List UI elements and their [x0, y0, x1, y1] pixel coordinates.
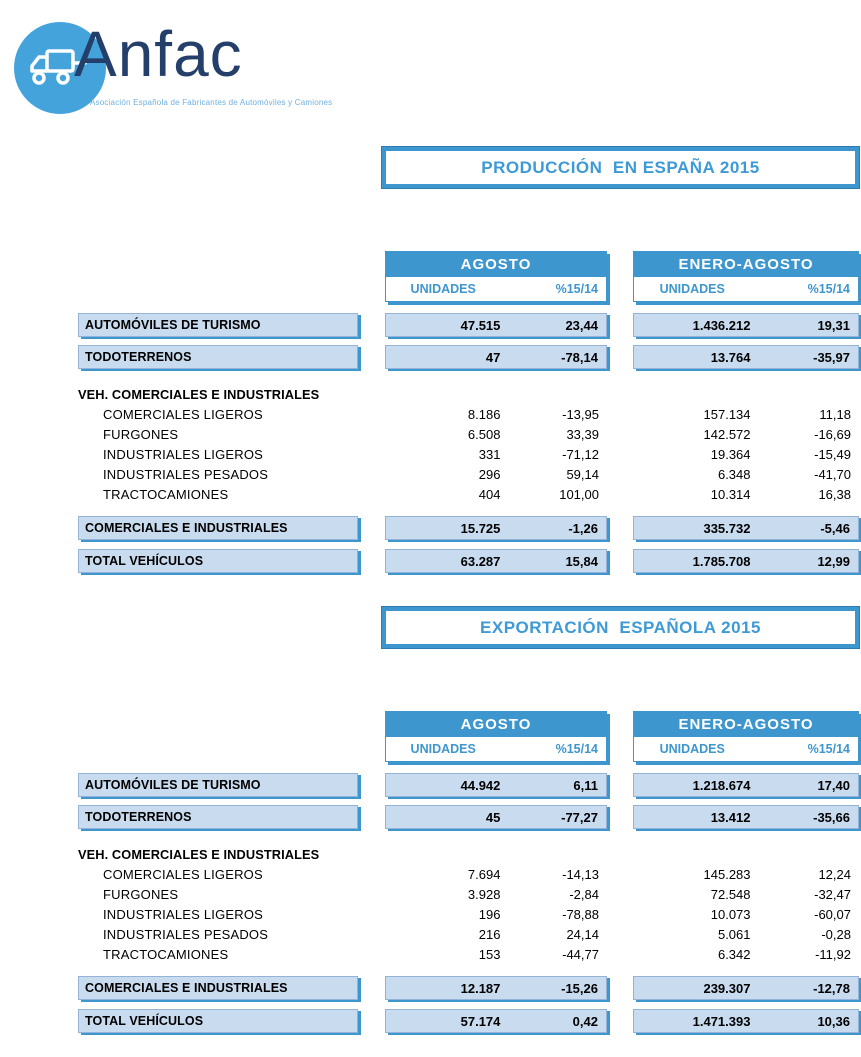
table-row-comerciales-industriales-total [0, 516, 861, 540]
value-unidades: 72.548 [710, 886, 751, 902]
value-pct: 24,14 [566, 926, 599, 942]
value-pct: -35,97 [813, 349, 850, 365]
value-unidades: 10.314 [710, 486, 751, 502]
agosto-values [385, 927, 607, 942]
agosto-values [385, 407, 607, 422]
agosto-values [385, 447, 607, 462]
enero-agosto-values [633, 867, 859, 882]
value-unidades: 6.342 [717, 946, 751, 962]
value-pct: 101,00 [559, 486, 599, 502]
value-pct: 23,44 [565, 317, 598, 333]
enero-agosto-header-label: ENERO-AGOSTO [634, 712, 858, 737]
row-label: COMERCIALES LIGEROS [103, 406, 263, 422]
value-pct: 33,39 [566, 426, 599, 442]
value-pct: -71,12 [562, 446, 599, 462]
row-label: TOTAL VEHÍCULOS [78, 1009, 358, 1033]
pct-header: %15/14 [555, 282, 598, 296]
value-unidades: 153 [478, 946, 501, 962]
logo-brand-text: Anfac [74, 18, 243, 90]
table-row-furgones [0, 424, 861, 444]
value-unidades: 145.283 [703, 866, 751, 882]
agosto-subheader [386, 277, 606, 301]
agosto-values [385, 907, 607, 922]
enero-agosto-values [633, 947, 859, 962]
exportacion-table [0, 711, 861, 1033]
table-row-total-vehiculos [0, 1009, 861, 1033]
value-pct: 16,38 [818, 486, 851, 502]
value-unidades: 8.186 [467, 406, 501, 422]
enero-agosto-values [633, 487, 859, 502]
value-unidades: 1.436.212 [692, 317, 751, 333]
value-unidades: 335.732 [703, 520, 751, 536]
agosto-values [385, 1009, 607, 1033]
table-row-todoterrenos [0, 345, 861, 369]
section-header-row [0, 844, 861, 864]
value-pct: -60,07 [814, 906, 851, 922]
agosto-values [385, 427, 607, 442]
value-unidades: 13.412 [710, 809, 751, 825]
section-label: VEH. COMERCIALES E INDUSTRIALES [78, 846, 320, 862]
logo-tagline: Asociación Española de Fabricantes de Automóviles y Camiones [90, 98, 333, 107]
value-pct: 15,84 [565, 553, 598, 569]
enero-agosto-values [633, 313, 859, 337]
value-pct: -78,88 [562, 906, 599, 922]
table-row-automoviles [0, 313, 861, 337]
agosto-subheader [386, 737, 606, 761]
agosto-values [385, 976, 607, 1000]
row-label: AUTOMÓVILES DE TURISMO [78, 773, 358, 797]
enero-agosto-header [633, 711, 859, 762]
value-pct: -16,69 [814, 426, 851, 442]
value-unidades: 5.061 [717, 926, 751, 942]
value-pct: -35,66 [813, 809, 850, 825]
row-label: TODOTERRENOS [78, 345, 358, 369]
enero-agosto-values [633, 345, 859, 369]
table-row-todoterrenos [0, 805, 861, 829]
enero-agosto-values [633, 927, 859, 942]
value-pct: -44,77 [562, 946, 599, 962]
value-pct: 11,18 [819, 406, 851, 422]
value-pct: -2,84 [569, 886, 599, 902]
row-label: TOTAL VEHÍCULOS [78, 549, 358, 573]
row-label: TRACTOCAMIONES [103, 946, 229, 962]
value-unidades: 157.134 [703, 406, 751, 422]
agosto-values [385, 313, 607, 337]
agosto-values [385, 345, 607, 369]
table-row-total-vehiculos [0, 549, 861, 573]
value-pct: 6,11 [573, 777, 598, 793]
value-unidades: 296 [478, 466, 501, 482]
value-pct: -5,46 [820, 520, 850, 536]
table-row-furgones [0, 884, 861, 904]
unidades-header: UNIDADES [659, 742, 725, 756]
value-unidades: 216 [478, 926, 501, 942]
table-row-automoviles [0, 773, 861, 797]
enero-agosto-values [633, 976, 859, 1000]
table-row-tractocamiones [0, 484, 861, 504]
enero-agosto-values [633, 427, 859, 442]
title-exportacion [382, 607, 859, 648]
value-unidades: 47 [485, 349, 501, 365]
row-label: INDUSTRIALES PESADOS [103, 466, 269, 482]
value-unidades: 12.187 [460, 980, 501, 996]
agosto-values [385, 487, 607, 502]
value-unidades: 3.928 [467, 886, 501, 902]
value-pct: -13,95 [562, 406, 599, 422]
value-pct: 59,14 [566, 466, 599, 482]
row-label: FURGONES [103, 426, 179, 442]
enero-agosto-values [633, 773, 859, 797]
value-pct: 12,24 [818, 866, 851, 882]
value-unidades: 45 [485, 809, 501, 825]
value-unidades: 1.471.393 [692, 1013, 751, 1029]
value-pct: -12,78 [813, 980, 850, 996]
value-pct: -0,28 [821, 926, 851, 942]
row-label: INDUSTRIALES PESADOS [103, 926, 269, 942]
agosto-values [385, 467, 607, 482]
unidades-header: UNIDADES [410, 742, 476, 756]
value-pct: -1,26 [568, 520, 598, 536]
table-row-tractocamiones [0, 944, 861, 964]
row-label: INDUSTRIALES LIGEROS [103, 906, 264, 922]
agosto-values [385, 867, 607, 882]
value-pct: 12,99 [817, 553, 850, 569]
enero-agosto-values [633, 467, 859, 482]
value-unidades: 331 [478, 446, 501, 462]
produccion-table [0, 251, 861, 573]
value-unidades: 404 [478, 486, 501, 502]
value-unidades: 1.218.674 [692, 777, 751, 793]
enero-agosto-values [633, 549, 859, 573]
value-unidades: 142.572 [703, 426, 751, 442]
header-spacer [78, 711, 358, 762]
title-exportacion-text: EXPORTACIÓN ESPAÑOLA 2015 [480, 617, 761, 637]
enero-agosto-subheader [634, 737, 858, 761]
agosto-values [385, 805, 607, 829]
value-pct: 19,31 [817, 317, 850, 333]
value-unidades: 196 [478, 906, 501, 922]
pct-header: %15/14 [807, 742, 850, 756]
value-pct: -14,13 [562, 866, 599, 882]
header-spacer [78, 251, 358, 302]
enero-agosto-values [633, 447, 859, 462]
value-pct: 17,40 [817, 777, 850, 793]
value-pct: -77,27 [561, 809, 598, 825]
unidades-header: UNIDADES [410, 282, 476, 296]
value-pct: -32,47 [814, 886, 851, 902]
agosto-header-label: AGOSTO [386, 252, 606, 277]
agosto-values [385, 773, 607, 797]
agosto-values [385, 549, 607, 573]
enero-agosto-subheader [634, 277, 858, 301]
value-pct: 10,36 [817, 1013, 850, 1029]
section-header-row [0, 384, 861, 404]
value-unidades: 63.287 [460, 553, 501, 569]
agosto-values [385, 947, 607, 962]
value-unidades: 6.348 [717, 466, 751, 482]
table-row-comerciales-industriales-total [0, 976, 861, 1000]
title-produccion [382, 147, 859, 188]
value-pct: -11,92 [815, 946, 851, 962]
value-unidades: 13.764 [710, 349, 751, 365]
table-row-industriales-ligeros [0, 444, 861, 464]
pct-header: %15/14 [555, 742, 598, 756]
agosto-header-label: AGOSTO [386, 712, 606, 737]
enero-agosto-values [633, 907, 859, 922]
value-unidades: 57.174 [460, 1013, 501, 1029]
table-row-comerciales-ligeros [0, 864, 861, 884]
enero-agosto-values [633, 516, 859, 540]
value-pct: -78,14 [561, 349, 598, 365]
row-label: COMERCIALES E INDUSTRIALES [78, 976, 358, 1000]
table-row-comerciales-ligeros [0, 404, 861, 424]
unidades-header: UNIDADES [659, 282, 725, 296]
anfac-logo [14, 18, 333, 120]
value-pct: 0,42 [572, 1013, 598, 1029]
table-row-industriales-pesados [0, 924, 861, 944]
agosto-header [385, 251, 607, 302]
exportacion-header-row [0, 711, 861, 762]
enero-agosto-header [633, 251, 859, 302]
produccion-header-row [0, 251, 861, 302]
row-label: FURGONES [103, 886, 179, 902]
value-unidades: 7.694 [467, 866, 501, 882]
value-pct: -15,26 [561, 980, 598, 996]
enero-agosto-values [633, 805, 859, 829]
row-label: TRACTOCAMIONES [103, 486, 229, 502]
value-unidades: 239.307 [703, 980, 751, 996]
enero-agosto-values [633, 407, 859, 422]
row-label: TODOTERRENOS [78, 805, 358, 829]
value-unidades: 15.725 [460, 520, 501, 536]
value-unidades: 10.073 [710, 906, 751, 922]
agosto-values [385, 887, 607, 902]
row-label: COMERCIALES LIGEROS [103, 866, 263, 882]
value-unidades: 6.508 [467, 426, 501, 442]
agosto-values [385, 516, 607, 540]
row-label: INDUSTRIALES LIGEROS [103, 446, 264, 462]
value-pct: -15,49 [814, 446, 851, 462]
value-unidades: 19.364 [710, 446, 751, 462]
row-label: COMERCIALES E INDUSTRIALES [78, 516, 358, 540]
table-row-industriales-ligeros [0, 904, 861, 924]
section-label: VEH. COMERCIALES E INDUSTRIALES [78, 386, 320, 402]
value-pct: -41,70 [814, 466, 851, 482]
enero-agosto-header-label: ENERO-AGOSTO [634, 252, 858, 277]
row-label: AUTOMÓVILES DE TURISMO [78, 313, 358, 337]
enero-agosto-values [633, 1009, 859, 1033]
value-unidades: 44.942 [460, 777, 501, 793]
table-row-industriales-pesados [0, 464, 861, 484]
agosto-header [385, 711, 607, 762]
value-unidades: 47.515 [460, 317, 501, 333]
value-unidades: 1.785.708 [692, 553, 751, 569]
title-produccion-text: PRODUCCIÓN EN ESPAÑA 2015 [481, 157, 760, 177]
pct-header: %15/14 [807, 282, 850, 296]
enero-agosto-values [633, 887, 859, 902]
